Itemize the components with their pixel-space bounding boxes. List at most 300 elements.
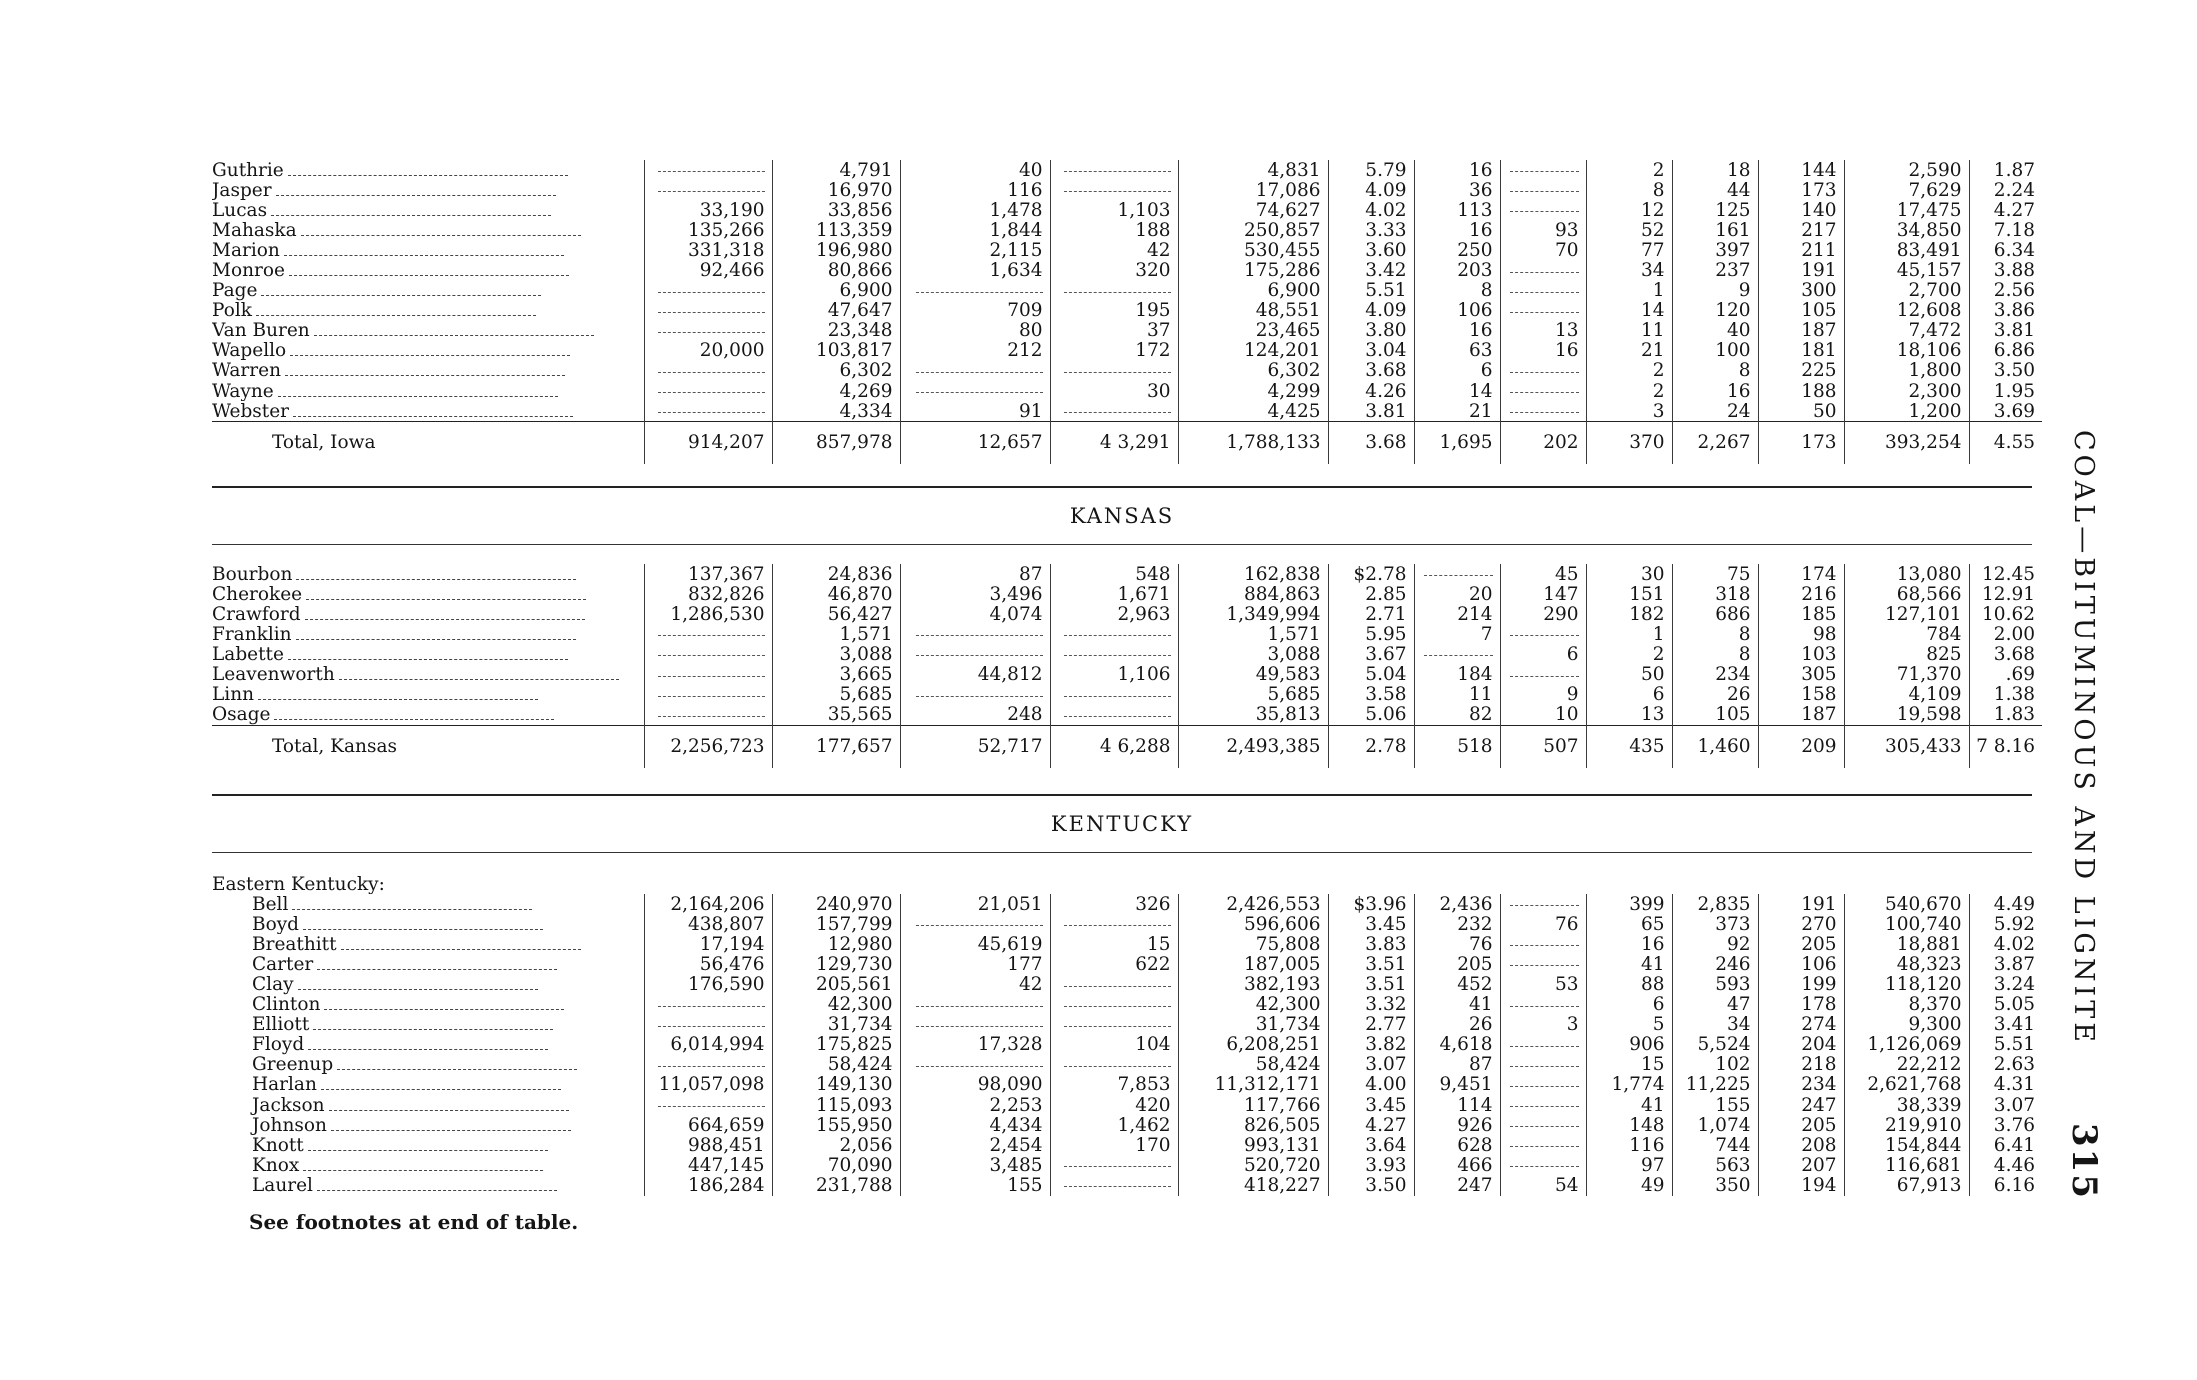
- cell: 23,465: [1178, 321, 1328, 341]
- cell: [1500, 1135, 1586, 1155]
- county-name: Webster: [212, 401, 290, 422]
- cell: 3.41: [1969, 1015, 2042, 1035]
- cell: 124,201: [1178, 341, 1328, 361]
- cell: $3.96: [1328, 894, 1414, 914]
- cell: 1: [1586, 624, 1672, 644]
- blank-leader: [1064, 1024, 1171, 1027]
- cell: 2.71: [1328, 604, 1414, 624]
- cell: 6: [1586, 995, 1672, 1015]
- cell: 6,208,251: [1178, 1035, 1328, 1055]
- county-name: Harlan: [252, 1074, 317, 1096]
- cell: [644, 685, 772, 705]
- total-cell: 2,267: [1672, 422, 1758, 465]
- cell: 149,130: [772, 1075, 900, 1095]
- row-label: [212, 1055, 644, 1075]
- cell: [644, 705, 772, 726]
- cell: 3.81: [1969, 321, 2042, 341]
- cell: 438,807: [644, 914, 772, 934]
- cell: [1500, 934, 1586, 954]
- cell: [644, 995, 772, 1015]
- county-name: Cherokee: [212, 584, 303, 605]
- cell: 212: [900, 341, 1050, 361]
- cell: 140: [1758, 200, 1844, 220]
- blank-leader: [658, 674, 765, 677]
- cell: 1,103: [1050, 200, 1178, 220]
- cell: 8: [1414, 281, 1500, 301]
- cell: 151: [1586, 584, 1672, 604]
- cell: 382,193: [1178, 974, 1328, 994]
- cell: 4.02: [1328, 200, 1414, 220]
- county-name: Knott: [252, 1135, 304, 1156]
- cell: 187: [1758, 321, 1844, 341]
- cell: 5.04: [1328, 664, 1414, 684]
- table-row: [212, 664, 2042, 684]
- cell: 157,799: [772, 914, 900, 934]
- leader-dots: [288, 657, 568, 660]
- cell: 203: [1414, 260, 1500, 280]
- leader-dots: [339, 677, 619, 680]
- cell: 33,190: [644, 200, 772, 220]
- blank-leader: [1064, 1064, 1171, 1067]
- blank-leader: [1064, 290, 1171, 293]
- cell: 2,700: [1844, 281, 1969, 301]
- row-label: [212, 281, 644, 301]
- blank-leader: [916, 694, 1043, 697]
- cell: 17,475: [1844, 200, 1969, 220]
- cell: 158: [1758, 685, 1844, 705]
- table-row: [212, 624, 2042, 644]
- cell: 686: [1672, 604, 1758, 624]
- row-label: [212, 1115, 644, 1135]
- cell: 194: [1758, 1175, 1844, 1195]
- cell: [1050, 705, 1178, 726]
- county-name: Monroe: [212, 260, 285, 281]
- table-row: [212, 260, 2042, 280]
- cell: 50: [1758, 401, 1844, 422]
- cell: 9: [1672, 281, 1758, 301]
- cell: 115,093: [772, 1095, 900, 1115]
- cell: 6,302: [1178, 361, 1328, 381]
- cell: 1: [1586, 281, 1672, 301]
- cell: 3.45: [1328, 914, 1414, 934]
- cell: 596,606: [1178, 914, 1328, 934]
- cell: $2.78: [1328, 564, 1414, 584]
- county-name: Johnson: [252, 1115, 327, 1136]
- cell: 77: [1586, 240, 1672, 260]
- leader-dots: [298, 987, 538, 990]
- leader-dots: [313, 1027, 553, 1030]
- table-row: [212, 1015, 2042, 1035]
- cell: 154,844: [1844, 1135, 1969, 1155]
- cell: 45,157: [1844, 260, 1969, 280]
- cell: 31,734: [772, 1015, 900, 1035]
- cell: 205,561: [772, 974, 900, 994]
- cell: 97: [1586, 1155, 1672, 1175]
- cell: 40: [1672, 321, 1758, 341]
- cell: 45,619: [900, 934, 1050, 954]
- cell: [1050, 160, 1178, 180]
- cell: 185: [1758, 604, 1844, 624]
- cell: [1414, 564, 1500, 584]
- cell: 3.68: [1969, 644, 2042, 664]
- cell: 237: [1672, 260, 1758, 280]
- cell: 2,253: [900, 1095, 1050, 1115]
- cell: [1500, 381, 1586, 401]
- cell: 10: [1500, 705, 1586, 726]
- blank-leader: [1064, 694, 1171, 697]
- table-row: [212, 584, 2042, 604]
- cell: 270: [1758, 914, 1844, 934]
- county-name: Clinton: [252, 994, 321, 1015]
- cell: 8: [1672, 644, 1758, 664]
- cell: 8: [1672, 624, 1758, 644]
- cell: 16: [1500, 341, 1586, 361]
- cell: 125: [1672, 200, 1758, 220]
- cell: 103: [1758, 644, 1844, 664]
- row-label: [212, 644, 644, 664]
- blank-leader: [1510, 1064, 1578, 1067]
- kentucky-section: [212, 874, 2035, 1196]
- total-cell: 1,695: [1414, 422, 1500, 465]
- cell: 247: [1414, 1175, 1500, 1195]
- total-cell: 518: [1414, 725, 1500, 768]
- cell: 18: [1672, 160, 1758, 180]
- cell: 22,212: [1844, 1055, 1969, 1075]
- cell: 331,318: [644, 240, 772, 260]
- row-label: [212, 1075, 644, 1095]
- row-label: [212, 954, 644, 974]
- cell: [1050, 644, 1178, 664]
- county-name: Wapello: [212, 340, 287, 361]
- iowa-section: [212, 160, 2035, 464]
- blank-leader: [658, 370, 765, 373]
- cell: [1500, 281, 1586, 301]
- cell: 3.50: [1328, 1175, 1414, 1195]
- cell: 1,074: [1672, 1115, 1758, 1135]
- cell: 418,227: [1178, 1175, 1328, 1195]
- cell: 21: [1586, 341, 1672, 361]
- cell: 47,647: [772, 301, 900, 321]
- blank-leader: [658, 714, 765, 717]
- cell: 50: [1586, 664, 1672, 684]
- cell: 16: [1414, 160, 1500, 180]
- table-row: [212, 894, 2042, 914]
- cell: 7: [1414, 624, 1500, 644]
- cell: 350: [1672, 1175, 1758, 1195]
- cell: 205: [1414, 954, 1500, 974]
- blank-leader: [1064, 653, 1171, 656]
- cell: 182: [1586, 604, 1672, 624]
- cell: 71,370: [1844, 664, 1969, 684]
- cell: 744: [1672, 1135, 1758, 1155]
- county-name: Osage: [212, 704, 271, 726]
- cell: 326: [1050, 894, 1178, 914]
- cell: 1,800: [1844, 361, 1969, 381]
- kentucky-table: [212, 874, 2042, 1196]
- cell: 240,970: [772, 894, 900, 914]
- leader-dots: [258, 697, 538, 700]
- cell: 2,300: [1844, 381, 1969, 401]
- total-cell: 52,717: [900, 725, 1050, 768]
- blank-leader: [916, 1064, 1043, 1067]
- cell: 26: [1414, 1015, 1500, 1035]
- cell: 188: [1758, 381, 1844, 401]
- cell: 174: [1758, 564, 1844, 584]
- cell: 664,659: [644, 1115, 772, 1135]
- cell: 3.68: [1328, 361, 1414, 381]
- cell: 12,608: [1844, 301, 1969, 321]
- total-cell: 2,256,723: [644, 725, 772, 768]
- leader-dots: [288, 173, 568, 176]
- cell: 1,671: [1050, 584, 1178, 604]
- cell: [1050, 995, 1178, 1015]
- cell: 129,730: [772, 954, 900, 974]
- cell: 208: [1758, 1135, 1844, 1155]
- county-name: Knox: [252, 1155, 300, 1176]
- cell: 91: [900, 401, 1050, 422]
- cell: 3.24: [1969, 974, 2042, 994]
- cell: [1500, 160, 1586, 180]
- cell: 5: [1586, 1015, 1672, 1035]
- cell: 12.45: [1969, 564, 2042, 584]
- cell: 127,101: [1844, 604, 1969, 624]
- blank-leader: [916, 1004, 1043, 1007]
- cell: 2,115: [900, 240, 1050, 260]
- row-label: [212, 341, 644, 361]
- cell: 148: [1586, 1115, 1672, 1135]
- leader-dots: [314, 333, 594, 336]
- row-label: [212, 894, 644, 914]
- county-name: Breathitt: [252, 934, 337, 955]
- cell: 104: [1050, 1035, 1178, 1055]
- cell: [644, 1055, 772, 1075]
- cell: 3.82: [1328, 1035, 1414, 1055]
- cell: 628: [1414, 1135, 1500, 1155]
- blank-leader: [1510, 1164, 1578, 1167]
- cell: 4,074: [900, 604, 1050, 624]
- table-row: [212, 1075, 2042, 1095]
- total-cell: 435: [1586, 725, 1672, 768]
- cell: 207: [1758, 1155, 1844, 1175]
- cell: 5,524: [1672, 1035, 1758, 1055]
- leader-dots: [290, 353, 570, 356]
- cell: 135,266: [644, 220, 772, 240]
- cell: 177: [900, 954, 1050, 974]
- cell: .69: [1969, 664, 2042, 684]
- blank-leader: [1510, 1104, 1578, 1107]
- cell: 8: [1586, 180, 1672, 200]
- table-row: [212, 954, 2042, 974]
- cell: [900, 381, 1050, 401]
- total-row: [212, 422, 2042, 465]
- cell: [644, 624, 772, 644]
- cell: 11: [1414, 685, 1500, 705]
- blank-leader: [1064, 1004, 1171, 1007]
- cell: 2,963: [1050, 604, 1178, 624]
- total-cell: 2,493,385: [1178, 725, 1328, 768]
- table-row: [212, 644, 2042, 664]
- blank-leader: [658, 694, 765, 697]
- cell: 49,583: [1178, 664, 1328, 684]
- cell: 1.95: [1969, 381, 2042, 401]
- cell: 11,312,171: [1178, 1075, 1328, 1095]
- total-cell: 209: [1758, 725, 1844, 768]
- cell: 593: [1672, 974, 1758, 994]
- county-name: Warren: [212, 360, 281, 382]
- blank-leader: [916, 923, 1043, 926]
- cell: [644, 381, 772, 401]
- cell: 452: [1414, 974, 1500, 994]
- iowa-table: [212, 160, 2042, 464]
- cell: 53: [1500, 974, 1586, 994]
- total-cell: 4 3,291: [1050, 422, 1178, 465]
- footnote: See footnotes at end of table.: [249, 1210, 579, 1234]
- kansas-table: [212, 564, 2042, 768]
- row-label: [212, 200, 644, 220]
- cell: 6.34: [1969, 240, 2042, 260]
- cell: 3.07: [1969, 1095, 2042, 1115]
- cell: 1,634: [900, 260, 1050, 280]
- blank-leader: [1064, 1164, 1171, 1167]
- total-cell: 507: [1500, 725, 1586, 768]
- cell: 3.60: [1328, 240, 1414, 260]
- cell: 80: [900, 321, 1050, 341]
- cell: 3,088: [1178, 644, 1328, 664]
- cell: 826,505: [1178, 1115, 1328, 1135]
- cell: 105: [1758, 301, 1844, 321]
- cell: 45: [1500, 564, 1586, 584]
- cell: 4.49: [1969, 894, 2042, 914]
- blank-leader: [1510, 390, 1578, 393]
- table-row: [212, 604, 2042, 624]
- cell: [1050, 1015, 1178, 1035]
- table-row: [212, 281, 2042, 301]
- cell: 6.86: [1969, 341, 2042, 361]
- cell: 87: [1414, 1055, 1500, 1075]
- cell: 1,286,530: [644, 604, 772, 624]
- county-name: Clay: [252, 974, 294, 995]
- cell: 113: [1414, 200, 1500, 220]
- blank-leader: [916, 633, 1043, 636]
- county-name: Leavenworth: [212, 664, 335, 685]
- cell: 191: [1758, 260, 1844, 280]
- cell: 4,425: [1178, 401, 1328, 422]
- cell: [1500, 1115, 1586, 1135]
- cell: 34: [1586, 260, 1672, 280]
- leader-dots: [341, 947, 581, 950]
- cell: 14: [1414, 381, 1500, 401]
- cell: 6: [1586, 685, 1672, 705]
- cell: 784: [1844, 624, 1969, 644]
- cell: 199: [1758, 974, 1844, 994]
- cell: 18,881: [1844, 934, 1969, 954]
- county-name: Floyd: [252, 1034, 305, 1055]
- blank-leader: [658, 1064, 765, 1067]
- cell: 42,300: [772, 995, 900, 1015]
- cell: 4,434: [900, 1115, 1050, 1135]
- row-label: [212, 564, 644, 584]
- section-rule: [212, 486, 2032, 488]
- cell: 186,284: [644, 1175, 772, 1195]
- table-row: [212, 1135, 2042, 1155]
- cell: 4.27: [1328, 1115, 1414, 1135]
- blank-leader: [658, 633, 765, 636]
- cell: 16,970: [772, 180, 900, 200]
- blank-leader: [658, 330, 765, 333]
- cell: 4,109: [1844, 685, 1969, 705]
- cell: 9,300: [1844, 1015, 1969, 1035]
- leader-dots: [301, 233, 581, 236]
- cell: 58,424: [772, 1055, 900, 1075]
- kansas-rows: [212, 564, 2042, 768]
- cell: 42,300: [1178, 995, 1328, 1015]
- cell: 155: [1672, 1095, 1758, 1115]
- cell: 98,090: [900, 1075, 1050, 1095]
- cell: 2,164,206: [644, 894, 772, 914]
- blank-leader: [1510, 290, 1578, 293]
- cell: 116,681: [1844, 1155, 1969, 1175]
- blank-leader: [1510, 169, 1578, 172]
- cell: [1500, 995, 1586, 1015]
- cell: 116: [1586, 1135, 1672, 1155]
- leader-dots: [308, 1148, 548, 1151]
- cell: 300: [1758, 281, 1844, 301]
- row-label: [212, 685, 644, 705]
- cell: 563: [1672, 1155, 1758, 1175]
- cell: 5,685: [772, 685, 900, 705]
- row-label: [212, 604, 644, 624]
- kentucky-subheading: Eastern Kentucky:: [212, 874, 385, 895]
- county-name: Greenup: [252, 1054, 334, 1075]
- cell: 30: [1050, 381, 1178, 401]
- cell: 204: [1758, 1035, 1844, 1055]
- cell: 67,913: [1844, 1175, 1969, 1195]
- blank-leader: [1510, 1004, 1578, 1007]
- cell: [644, 1015, 772, 1035]
- blank-leader: [1510, 1124, 1578, 1127]
- cell: 102: [1672, 1055, 1758, 1075]
- row-label: [212, 1015, 644, 1035]
- cell: [1500, 401, 1586, 422]
- blank-leader: [916, 290, 1043, 293]
- cell: 30: [1586, 564, 1672, 584]
- cell: [1500, 361, 1586, 381]
- cell: 37: [1050, 321, 1178, 341]
- cell: 825: [1844, 644, 1969, 664]
- cell: 56,476: [644, 954, 772, 974]
- cell: 8: [1672, 361, 1758, 381]
- cell: 74,627: [1178, 200, 1328, 220]
- cell: 1,462: [1050, 1115, 1178, 1135]
- cell: 19,598: [1844, 705, 1969, 726]
- cell: 5.06: [1328, 705, 1414, 726]
- cell: 4.09: [1328, 180, 1414, 200]
- cell: [1500, 1035, 1586, 1055]
- blank-leader: [1064, 633, 1171, 636]
- county-name: Laurel: [252, 1175, 313, 1196]
- leader-dots: [324, 1007, 564, 1010]
- blank-leader: [1510, 370, 1578, 373]
- cell: [644, 644, 772, 664]
- cell: 3.33: [1328, 220, 1414, 240]
- table-row: [212, 180, 2042, 200]
- cell: 58,424: [1178, 1055, 1328, 1075]
- table-row: [212, 361, 2042, 381]
- cell: 10.62: [1969, 604, 2042, 624]
- cell: [900, 281, 1050, 301]
- cell: 3.80: [1328, 321, 1414, 341]
- blank-leader: [1064, 410, 1171, 413]
